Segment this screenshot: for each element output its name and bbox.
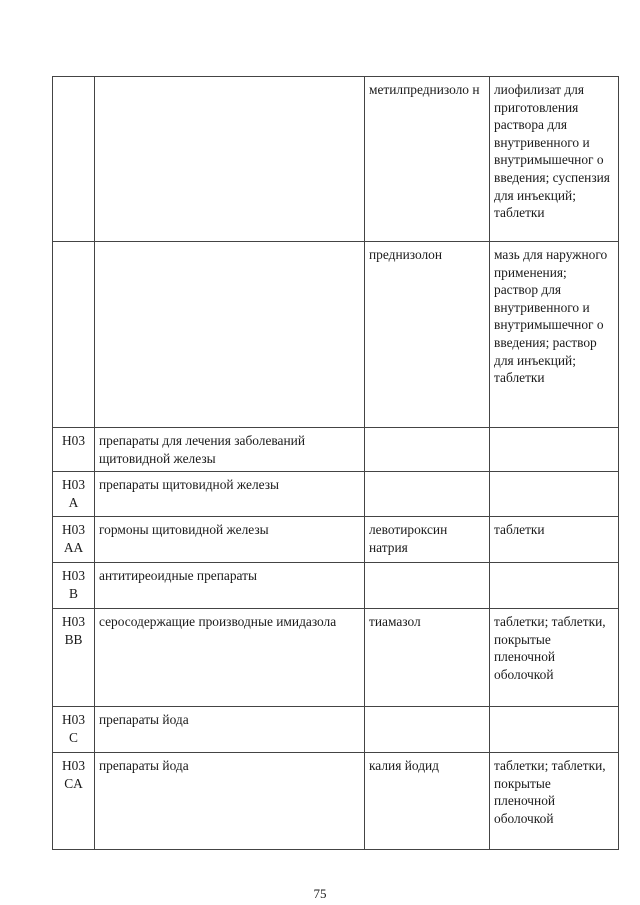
table-row [53,563,619,609]
group-name-cell [95,77,365,242]
group-name-cell: препараты для лечения заболеваний щитовидной железы [95,428,365,472]
atc-code-cell: H03 B [53,563,95,609]
atc-code-cell: H03 CA [53,753,95,850]
dosage-form-cell: мазь для наружного применения; раствор для внутривенного и внутримышечног о введения; раствор для инъекций; таблетки [490,242,619,428]
table-row [53,242,619,428]
table-row [53,428,619,472]
atc-code-cell: H03 AA [53,517,95,563]
table-row [53,472,619,517]
dosage-form-cell: таблетки; таблетки, покрытые пленочной оболочкой [490,609,619,707]
dosage-form-cell [490,707,619,753]
group-name-cell: препараты йода [95,707,365,753]
dosage-form-cell: таблетки; таблетки, покрытые пленочной оболочкой [490,753,619,850]
group-name-cell: серосодержащие производные имидазола [95,609,365,707]
atc-code-cell: H03 [53,428,95,472]
group-name-cell: препараты йода [95,753,365,850]
drug-name-cell [365,472,490,517]
drug-name-cell [365,707,490,753]
group-name-cell [95,242,365,428]
dosage-form-cell: таблетки [490,517,619,563]
group-name-cell: препараты щитовидной железы [95,472,365,517]
table-row [53,609,619,707]
drug-name-cell: калия йодид [365,753,490,850]
table-row [53,517,619,563]
drug-name-cell: левотироксин натрия [365,517,490,563]
drug-name-cell [365,428,490,472]
atc-code-cell [53,77,95,242]
drug-name-cell [365,563,490,609]
table-row [53,77,619,242]
dosage-form-cell [490,563,619,609]
table-row [53,707,619,753]
drug-table [52,76,619,850]
atc-code-cell: H03 A [53,472,95,517]
drug-name-cell: преднизолон [365,242,490,428]
group-name-cell: антитиреоидные препараты [95,563,365,609]
dosage-form-cell [490,472,619,517]
atc-code-cell [53,242,95,428]
drug-name-cell: метилпреднизоло н [365,77,490,242]
page-number: 75 [313,886,327,901]
atc-code-cell: H03 C [53,707,95,753]
dosage-form-cell [490,428,619,472]
group-name-cell: гормоны щитовидной железы [95,517,365,563]
atc-code-cell: H03 BB [53,609,95,707]
dosage-form-cell: лиофилизат для приготовления раствора для внутривенного и внутримышечног о введения; суспензия для инъекций; таблетки [490,77,619,242]
table-row [53,753,619,850]
drug-name-cell: тиамазол [365,609,490,707]
